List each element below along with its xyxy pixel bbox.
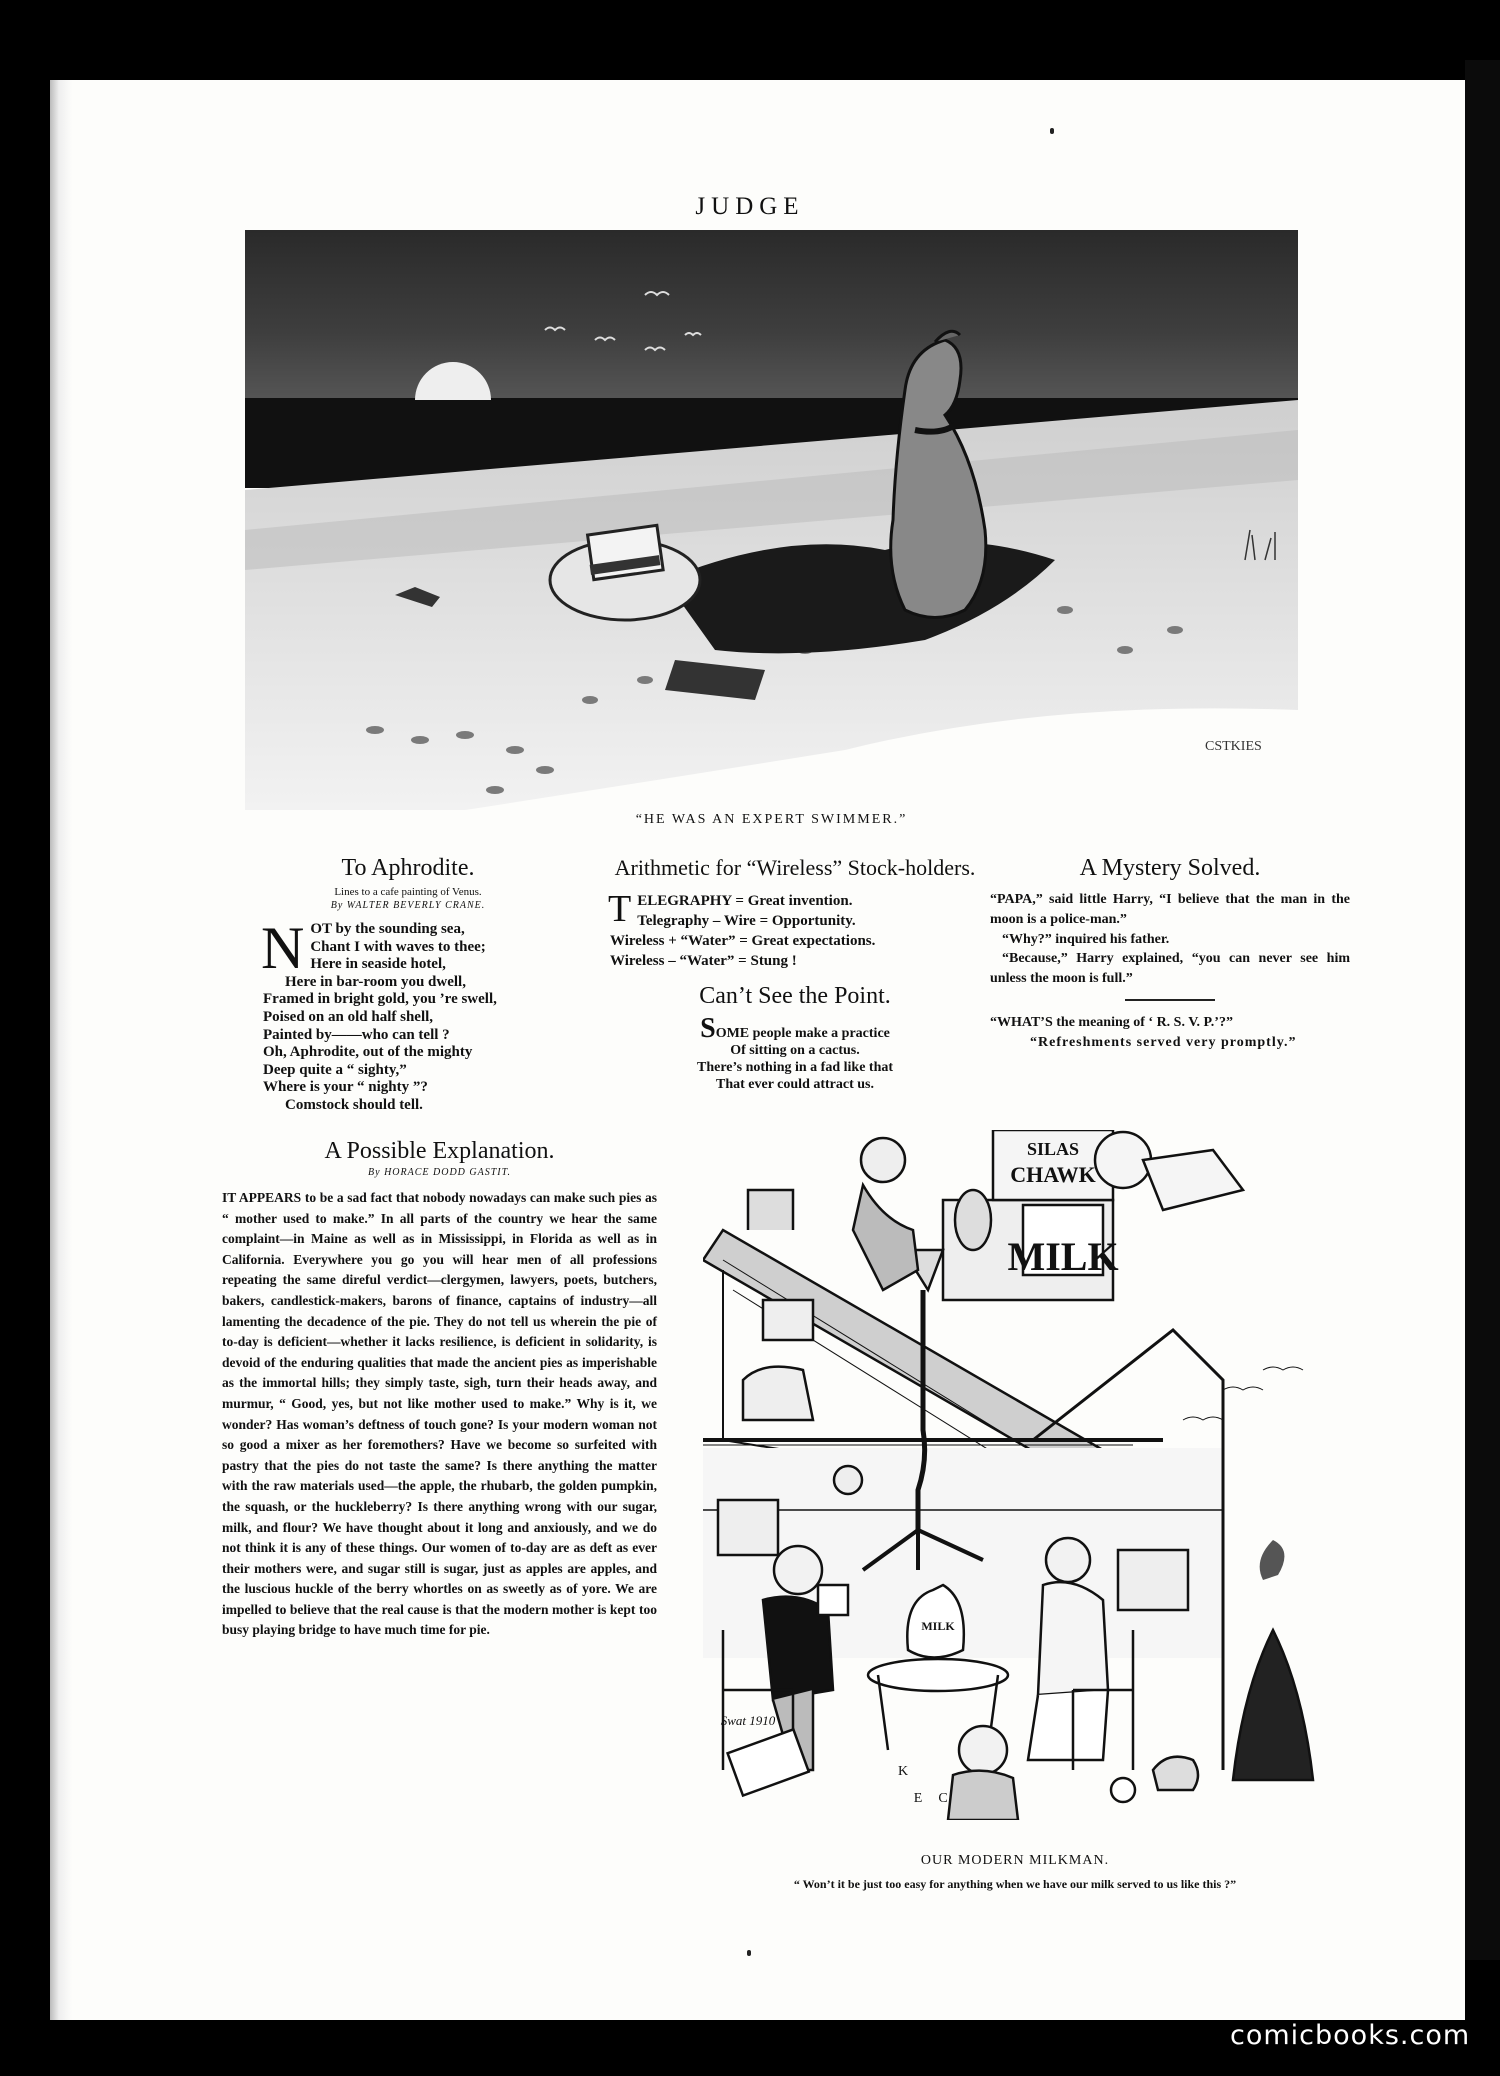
attic-trunk bbox=[743, 1367, 813, 1420]
equation-line: Wireless + “Water” = Great expectations. bbox=[610, 933, 876, 949]
verse-line: OT by the sounding sea, bbox=[310, 921, 465, 937]
verse-line: Here in seaside hotel, bbox=[310, 956, 446, 973]
page-edge-right bbox=[1465, 60, 1500, 1960]
explanation-body: IT APPEARS to be a sad fact that nobody nowadays can make such pies as “ mother used to make.” In all parts of the country we hear the same complaint—in Maine as well as in Mississippi, in Florida as well as in California. Everywhere you go you will hear men of all professions repeating the same direful verdict—clergymen, lawyers, poets, butchers, bakers, candlestick-makers, barons of finance, captains of industry—all lamenting the decadence of the pie. They do not tell us wherein the pie of to-day is deficient—whether it lacks resilience, is deficient in solidarity, is devoid of the enduring qualities that made the ancient pies as imperishable as the immortal hills; they simply taste, sigh, turn their heads away, and murmur, “ Good, yes, but not like mother used to make.” Why is it, we wonder? Has woman’s deftness of touch gone? Is your modern woman not so good a mixer as her foremothers? Have we become so surfeited with pastry that the pies do not taste the same? Is there anything the matter with the raw materials used—the apple, the rhubarb, the golden pumpkin, the squash, or the huckleberry? Is there anything wrong with our sugar, milk, and flour? We have thought about it long and anxiously, and we do not think it is any of these things. Our women of to-day are as deft as ever their mothers were, and sugar still is sugar, just as apples are apples, and the luscious huckle of the berry whortles on as sweetly as of yore. We are impelled to believe that the real cause is that the modern mother is kept too busy playing bridge to have much time for pie. bbox=[222, 1190, 657, 1638]
explanation-byline: By HORACE DODD GASTIT. bbox=[368, 1167, 511, 1178]
speck bbox=[747, 1950, 751, 1956]
verse-line: That ever could attract us. bbox=[716, 1077, 874, 1092]
husband-glass bbox=[818, 1585, 848, 1615]
verse-line: Deep quite a “ sighty,” bbox=[263, 1061, 407, 1078]
divider bbox=[1125, 999, 1215, 1001]
verse-line: Here in bar-room you dwell, bbox=[285, 973, 466, 990]
mystery-article bbox=[990, 855, 1350, 1053]
sign-line-2: CHAWK bbox=[1010, 1162, 1096, 1187]
wagon-wing bbox=[1143, 1150, 1243, 1210]
toy-ball bbox=[1111, 1778, 1135, 1802]
verse-line: There’s nothing in a fad like that bbox=[696, 1060, 894, 1075]
poem-title: To Aphrodite. bbox=[341, 855, 475, 881]
baby-body bbox=[948, 1771, 1018, 1820]
verse-line: Chant I with waves to thee; bbox=[310, 938, 486, 955]
mystery-paragraph-1: “PAPA,” said little Harry, “I believe that the man in the moon is a police-man.” bbox=[990, 892, 1350, 927]
toy-elephant bbox=[1153, 1757, 1198, 1790]
verse-line: Where is your “ nighty ”? bbox=[263, 1079, 428, 1096]
verse-line: Comstock should tell. bbox=[285, 1096, 423, 1113]
page-edge-left bbox=[50, 80, 72, 2020]
equation-line: ELEGRAPHY = Great invention. bbox=[637, 893, 853, 909]
rsvp-question: “WHAT’S the meaning of ‘ R. S. V. P.’?” bbox=[990, 1014, 1233, 1030]
arithmetic-equations bbox=[608, 888, 980, 971]
poem-aphrodite bbox=[263, 855, 553, 1115]
verse-line: Poised on an old half shell, bbox=[263, 1008, 434, 1025]
explanation-article bbox=[222, 1138, 657, 1655]
wall-picture-left bbox=[718, 1500, 778, 1555]
night-sky bbox=[245, 230, 1298, 400]
swimmer-caption: “HE WAS AN EXPERT SWIMMER.” bbox=[635, 812, 908, 827]
sky-hatching bbox=[1183, 1367, 1303, 1420]
poem-subtitle: Lines to a cafe painting of Venus. bbox=[334, 886, 482, 898]
mystery-paragraph-3: “Because,” Harry explained, “you can never see him unless the moon is full.” bbox=[990, 951, 1350, 987]
mystery-title: A Mystery Solved. bbox=[1079, 855, 1261, 881]
milkman-body bbox=[853, 1185, 918, 1290]
smoke bbox=[1260, 1540, 1285, 1580]
attic-picture bbox=[763, 1300, 813, 1340]
top-cartoon-signature: CSTKIES bbox=[1205, 739, 1262, 754]
equation-line: Telegraphy – Wire = Opportunity. bbox=[637, 913, 856, 929]
drop-cap: S bbox=[700, 1013, 716, 1044]
wife-body bbox=[1038, 1582, 1108, 1695]
rsvp-answer: “Refreshments served very promptly.” bbox=[1030, 1034, 1297, 1050]
wall-clock bbox=[834, 1466, 862, 1494]
poem-verse bbox=[261, 915, 553, 1115]
dining-table bbox=[868, 1659, 1008, 1691]
equation-line: Wireless – “Water” = Stung ! bbox=[610, 953, 797, 969]
toy-slate bbox=[728, 1729, 809, 1795]
wall-picture-right bbox=[1118, 1550, 1188, 1610]
block-k: K bbox=[897, 1764, 909, 1779]
wife-head bbox=[1046, 1538, 1090, 1582]
speck bbox=[1050, 128, 1054, 134]
arithmetic-title: Arithmetic for “Wireless” Stock-holders. bbox=[614, 855, 976, 880]
verse-line: Of sitting on a cactus. bbox=[730, 1043, 860, 1058]
block-e: E bbox=[913, 1791, 923, 1806]
arithmetic-article bbox=[610, 855, 980, 1093]
milkman-quote: “ Won’t it be just too easy for anything when we have our milk served to us like this ?” bbox=[793, 1877, 1237, 1891]
chimney-left bbox=[748, 1190, 793, 1230]
block-c: C bbox=[938, 1791, 948, 1806]
baby-head bbox=[959, 1726, 1007, 1774]
verse-line: Painted by——who can tell ? bbox=[263, 1026, 450, 1043]
milkman-caption: OUR MODERN MILKMAN. bbox=[920, 1853, 1110, 1868]
swimmer-cartoon bbox=[245, 230, 1298, 810]
husband-head bbox=[774, 1546, 822, 1594]
sign-line-1: SILAS bbox=[1026, 1139, 1080, 1159]
milkman-head bbox=[861, 1138, 905, 1182]
drop-cap: T bbox=[608, 888, 632, 930]
cant-see-verse bbox=[610, 1013, 980, 1093]
milk-can bbox=[955, 1190, 991, 1250]
pitcher-label: MILK bbox=[921, 1619, 955, 1633]
cant-see-title: Can’t See the Point. bbox=[699, 983, 891, 1009]
milk-label: MILK bbox=[1007, 1234, 1119, 1279]
milkman-signature: Swat 1910 bbox=[720, 1713, 776, 1728]
drop-cap: N bbox=[261, 915, 305, 981]
trees bbox=[1233, 1630, 1313, 1780]
verse-line: Framed in bright gold, you ’re swell, bbox=[263, 991, 497, 1008]
watermark: comicbooks.com bbox=[1230, 2020, 1471, 2051]
verse-line: SOME people make a practice bbox=[700, 1013, 890, 1044]
masthead: JUDGE bbox=[695, 193, 805, 220]
milkman-cartoon bbox=[703, 1130, 1328, 1820]
verse-line: Oh, Aphrodite, out of the mighty bbox=[263, 1044, 473, 1061]
poem-byline: By WALTER BEVERLY CRANE. bbox=[330, 900, 486, 911]
explanation-title: A Possible Explanation. bbox=[324, 1138, 555, 1164]
mystery-paragraph-2: “Why?” inquired his father. bbox=[1002, 931, 1170, 947]
